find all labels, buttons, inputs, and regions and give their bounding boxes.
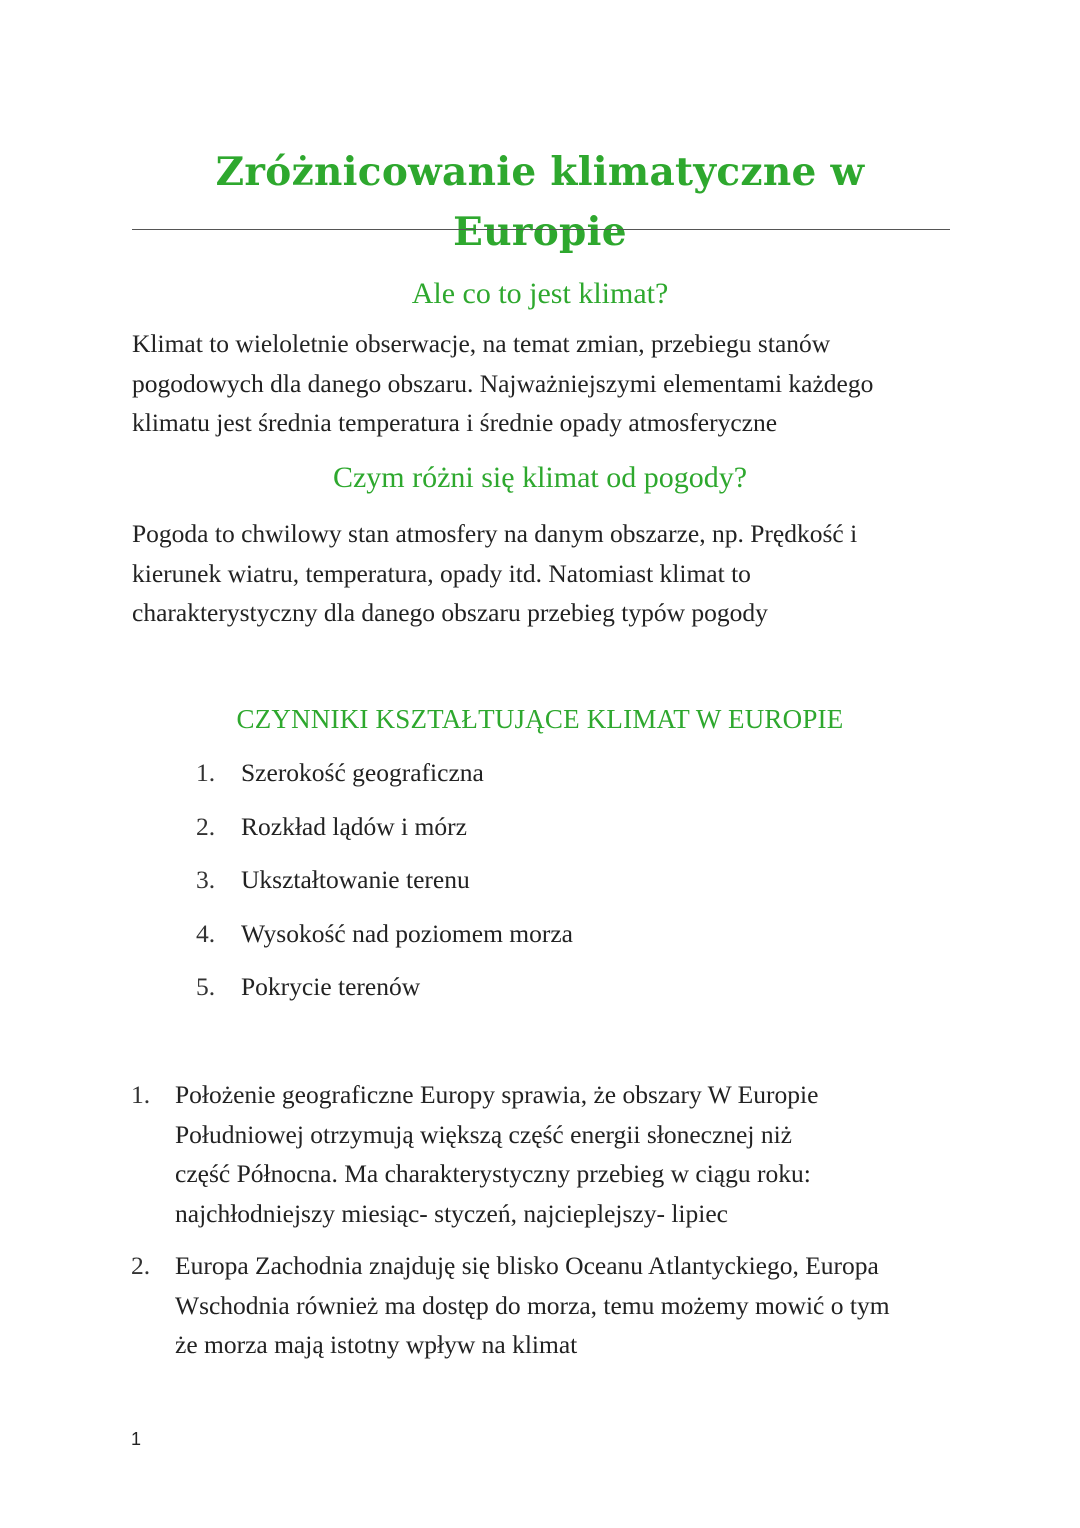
paragraph-line: charakterystyczny dla danego obszaru przebieg typów pogody [132, 598, 768, 627]
list-item-label: Rozkład lądów i mórz [241, 812, 467, 841]
paragraph-line: Południowej otrzymują większą część energii słonecznej niż [175, 1119, 792, 1149]
list-item-label: Szerokość geograficzna [241, 758, 484, 787]
list-item-number: 1. [196, 758, 216, 787]
list-item-number: 1. [131, 1080, 151, 1109]
paragraph-line: Klimat to wieloletnie obserwacje, na temat zmian, przebiegu stanów [132, 329, 831, 358]
list-item [0, 807, 900, 847]
list-item-number: 5. [196, 972, 216, 1001]
section-paragraph-climate [132, 324, 952, 443]
paragraph-line: Pogoda to chwilowy stan atmosfery na danym obszarze, np. Prędkość i [132, 519, 858, 548]
section-paragraph-climate-vs-weather [132, 514, 952, 633]
paragraph-line: klimatu jest średnia temperatura i średnie opady atmosferyczne [132, 408, 778, 437]
paragraph-line: najchłodniejszy miesiąc- styczeń, najcieplejszy- lipiec [175, 1198, 728, 1228]
paragraph-line: że morza mają istotny wpływ na klimat [175, 1330, 578, 1359]
factors-heading: CZYNNIKI KSZTAŁTUJĄCE KLIMAT W EUROPIE [236, 704, 844, 734]
paragraph-line: pogodowych dla danego obszaru. Najważniejszymi elementami każdego [132, 368, 874, 398]
list-item [0, 753, 900, 793]
paragraph-line: kierunek wiatru, temperatura, opady itd. Natomiast klimat to [132, 558, 751, 588]
list-item-number: 3. [196, 865, 216, 894]
title-divider [132, 229, 950, 230]
paragraph-line: Położenie geograficzne Europy sprawia, że obszary W Europie [175, 1080, 819, 1109]
list-item-number: 2. [196, 812, 216, 841]
section-heading-climate-vs-weather: Czym różni się klimat od pogody? [332, 461, 748, 494]
document-title: Zróżnicowanie klimatyczne w Europie [215, 149, 865, 255]
list-item-number: 2. [131, 1251, 151, 1280]
list-item-label: Pokrycie terenów [241, 972, 421, 1001]
paragraph-line: Wschodnia również ma dostęp do morza, temu możemy mowić o tym [175, 1290, 890, 1320]
list-item [0, 860, 900, 900]
list-item-text [175, 1075, 955, 1233]
list-item-label: Ukształtowanie terenu [241, 865, 470, 894]
paragraph-line: część Północna. Ma charakterystyczny przebieg w ciągu roku: [175, 1159, 811, 1188]
list-item [0, 967, 900, 1007]
paragraph-line: Europa Zachodnia znajduję się blisko Oceanu Atlantyckiego, Europa [175, 1251, 879, 1280]
list-item-label: Wysokość nad poziomem morza [241, 919, 573, 948]
list-item [0, 914, 900, 954]
section-heading-climate: Ale co to jest klimat? [411, 277, 669, 310]
page-number: 1 [131, 1429, 142, 1449]
list-item-text [175, 1246, 955, 1365]
list-item-number: 4. [196, 919, 216, 948]
